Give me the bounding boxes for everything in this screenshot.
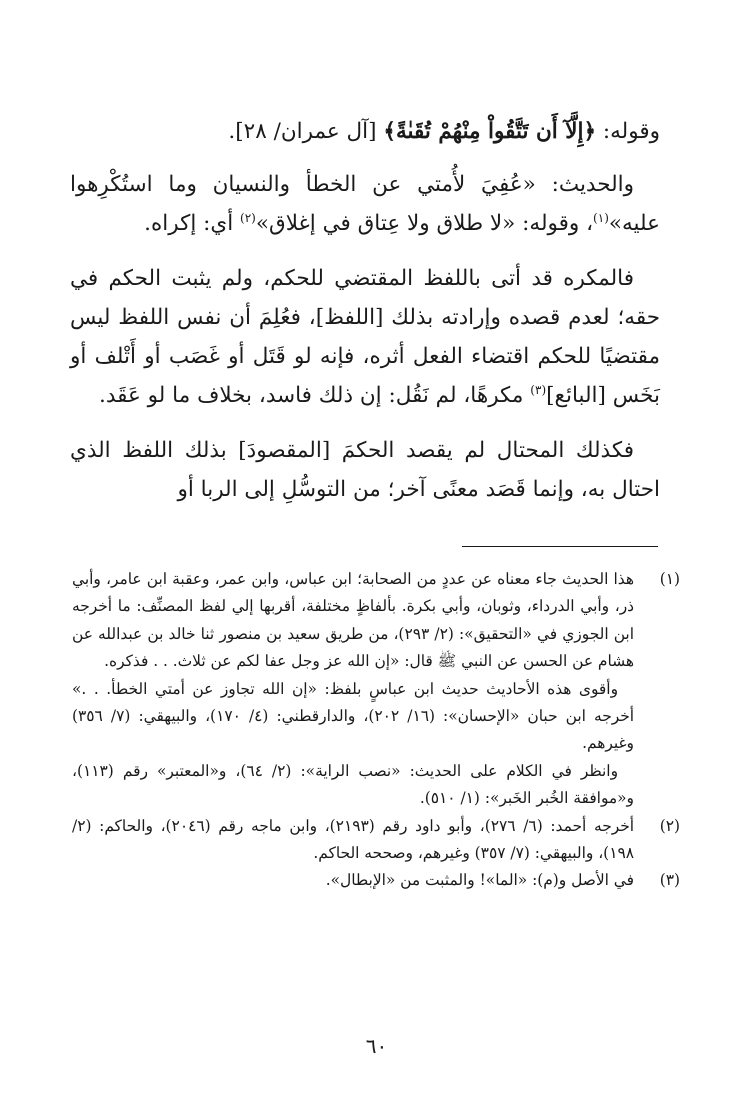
footnotes: [72, 566, 680, 895]
footnote-3: [72, 867, 680, 894]
coerced-text-b: مكرهًا، لم نَقُل: إن ذلك فاسد، بخلاف ما لو عَقَد.: [99, 383, 531, 408]
footnote-1: [72, 566, 680, 813]
paragraph-coerced: [70, 259, 660, 415]
footnote-paragraph: وأقوى هذه الأحاديث حديث ابن عباسٍ بلفظ: «إن الله تجاوز عن أمتي الخطأ. . .» أخرجه ابن حبان «الإحسان»: (١٦/ ٢٠٢)، والدارقطني: (٤/ ١٧٠)، والبيهقي: (٧/ ٣٥٦) وغيرهم.: [72, 679, 635, 753]
footnote-paragraph: وانظر في الكلام على الحديث: «نصب الراية»: (٢/ ٦٤)، و«المعتبر» رقم (١١٣)، و«موافقة الخُبر الخَبر»: (١/ ٥١٠).: [72, 761, 634, 808]
footnote-ref-1: (١): [593, 210, 609, 225]
paragraph-quran-verse: [70, 112, 660, 151]
footnote-paragraph: في الأصل و(م): «الما»! والمثبت من «الإبطال».: [325, 871, 634, 890]
footnote-paragraph: هذا الحديث جاء معناه عن عددٍ من الصحابة؛ ابن عباس، وابن عمر، وعقبة ابن عامر، وأبي ذر، وأبي الدرداء، وثوبان، وأبي بكرة. بألفاظٍ مختلفة، أقربها إلي لفظ المصنِّف: ما أخرجه ابن الجوزي في «التحقيق»: (٢/ ٢٩٣)، من طريق سعيد بن منصور ثنا خالد بن عبدالله عن هشام عن الحسن عن النبي ﷺ قال: «إن الله عز وجل عفا لكم عن ثلاث. . . فذكره.: [72, 570, 634, 671]
footnote-separator: [462, 546, 658, 547]
footnote-2: [72, 813, 680, 868]
hadith-text-a: والحديث: «عُفِيَ لأُمتي عن الخطأ والنسيان وما استُكْرِهوا عليه»: [70, 172, 660, 236]
hadith-text-b: ، وقوله: «لا طلاق ولا عِتاق في إغلاق»: [255, 211, 594, 236]
paragraph-hadith: [70, 165, 660, 243]
footnote-number: (٢): [659, 816, 680, 835]
footnote-paragraph: أخرجه أحمد: (٦/ ٢٧٦)، وأبو داود رقم (٢١٩٣)، وابن ماجه رقم (٢٠٤٦)، والحاكم: (٢/ ١٩٨)، والبيهقي: (٧/ ٣٥٧) وغيرهم، وصححه الحاكم.: [72, 816, 635, 863]
verse-lead: وقوله:: [596, 119, 660, 144]
verse-reference: [آل عمران/ ٢٨].: [228, 119, 384, 144]
trickster-text: فكذلك المحتال لم يقصد الحكمَ [المقصودَ] بذلك اللفظ الذي احتال به، وإنما قَصَد معنًى آخر؛ من التوسُّلِ إلى الربا أو: [70, 438, 660, 502]
hadith-text-c: أي: إكراه.: [144, 211, 241, 236]
footnote-number: (١): [659, 570, 680, 588]
coerced-text-a: فالمكره قد أتى باللفظ المقتضي للحكم، ولم يثبت الحكم في حقه؛ لعدم قصده وإرادته بذلك [اللفظ]، فعُلِمَ أن نفس اللفظ ليس مقتضيًا للحكم اقتضاء الفعل أثره، فإنه لو قَتَل أو غَصَب أو أَتْلف أو بَخَس [البائع]: [70, 266, 660, 408]
page-number: ٦٠: [365, 1034, 388, 1058]
main-text: [70, 112, 660, 525]
footnote-ref-3: (٣): [530, 382, 547, 397]
footnote-ref-2: (٢): [240, 210, 256, 225]
footnote-number: (٣): [659, 871, 680, 890]
quran-verse: ﴿إِلَّآ أَن تَتَّقُواْ مِنْهُمْ تُقَىٰةً﴾: [383, 119, 597, 144]
paragraph-trickster: [70, 431, 660, 509]
